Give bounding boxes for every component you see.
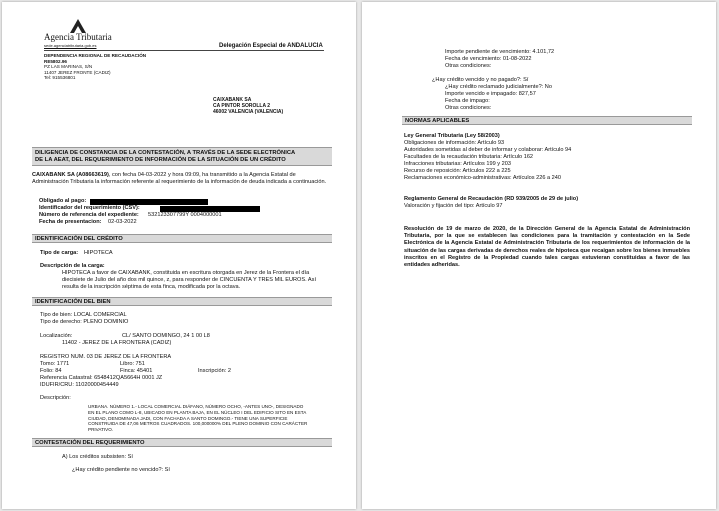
- field-label-csv: Identificador del requerimiento (CSV):: [39, 205, 140, 211]
- sender-line: RE5802.96: [44, 58, 67, 64]
- section-header-contestacion: CONTESTACIÓN DEL REQUERIMIENTO: [32, 438, 332, 447]
- tipo-carga-value: HIPOTECA: [84, 250, 113, 256]
- tipo-derecho: Tipo de derecho: PLENO DOMINIO: [40, 319, 129, 325]
- localizacion-label: Localización:: [40, 333, 73, 339]
- localizacion-line2: 11402 - JEREZ DE LA FRONTERA (CADIZ): [62, 340, 172, 346]
- redacted-csv: [160, 206, 260, 212]
- document-page-2: [362, 2, 716, 509]
- tipo-bien: Tipo de bien: LOCAL COMERCIAL: [40, 312, 127, 318]
- localizacion-line1: CL/ SANTO DOMINGO, 24 1 00 L8: [122, 333, 210, 339]
- intro-company: CAIXABANK SA (A08663619): [32, 172, 109, 178]
- delegacion-heading: Delegación Especial de ANDALUCIA: [219, 43, 323, 49]
- sender-line: PZ LAS MARINAS, S/N: [44, 64, 93, 69]
- ley-line: Facultades de la recaudación tributaria: Artículo 162: [404, 154, 534, 160]
- section-header-credito: IDENTIFICACIÓN DEL CRÉDITO: [32, 234, 332, 243]
- importe-vencido: Importe vencido e impagado: 827,57: [445, 91, 536, 97]
- section-header-normas: NORMAS APLICABLES: [402, 116, 692, 125]
- sender-line: Tel: 915536801: [44, 75, 76, 80]
- ley-line: Recurso de reposición: Artículos 222 a 225: [404, 168, 511, 174]
- importe-pendiente: Importe pendiente de vencimiento: 4.101,72: [445, 49, 555, 55]
- field-value-fecha: 02-03-2022: [108, 219, 137, 225]
- folio: Folio: 84: [40, 368, 62, 374]
- document-title-line: DILIGENCIA DE CONSTANCIA DE LA CONTESTACIÓN, A TRAVÉS DE LA SEDE ELECTRÓNICA: [35, 150, 296, 156]
- fecha-vencimiento: Fecha de vencimiento: 01-08-2022: [445, 56, 532, 62]
- ley-line: Obligaciones de información: Artículo 93: [404, 140, 505, 146]
- redacted-obligado: [90, 199, 208, 205]
- intro-paragraph: [32, 172, 328, 186]
- otras-condiciones-2: Otras condiciones:: [445, 105, 492, 111]
- pendiente-no-vencido: ¿Hay crédito pendiente no vencido?: Sí: [72, 467, 170, 473]
- ley-line: Infracciones tributarias: Artículos 199 y 203: [404, 161, 511, 167]
- recipient-line: CA PINTOR SOROLLA 2: [213, 103, 271, 109]
- inscripcion: Inscripción: 2: [198, 368, 231, 374]
- libro: Libro: 751: [120, 361, 145, 367]
- resolucion-paragraph: Resolución de 19 de marzo de 2020, de la Dirección General de la Agencia Estatal de Administración Tributaria, por la que se establecen las condiciones para la tramitación y contestación en la Sede Electrónica de la Agencia Estatal de Administración Tributaria de los requerimientos de información de la situación de las cargas derivadas de derechos reales de hipoteca que recaigan sobre los bienes inmuebles inscritos en el Registro de la Propiedad cuando tales cargas estuvieran constituidas a favor de las entidades adheridas.: [404, 226, 690, 269]
- fecha-impago: Fecha de impago:: [445, 98, 490, 104]
- reglamento-title: Reglamento General de Recaudación (RD 939/2005 de 29 de julio): [404, 196, 579, 202]
- tipo-carga-label: Tipo de carga:: [40, 250, 79, 256]
- logo-text: Agencia Tributaria: [44, 32, 112, 42]
- desc-carga-text: HIPOTECA a favor de CAIXABANK, constituida en escritura otorgada en Jerez de la Frontera el día diecisiete de Julio del año dos mil quince, z, para responder de CINCUENTA Y TRES MIL EUROS. Así resulta de la inscripción séptima de esta finca, modificada por la octava.: [62, 270, 317, 290]
- ley-line: Autoridades sometidas al deber de informar y colaborar: Artículo 94: [404, 147, 572, 153]
- sender-line: DEPENDENCIA REGIONAL DE RECAUDACIÓN: [44, 53, 147, 58]
- reclamado-judicialmente: ¿Hay crédito reclamado judicialmente?: No: [445, 84, 552, 90]
- sender-line: 11407 JEREZ FRONTE (CADIZ): [44, 69, 111, 75]
- recipient-line: 46002 VALENCIA (VALENCIA): [213, 109, 284, 115]
- reglamento-line: Valoración y fijación del tipo: Artículo 97: [404, 203, 503, 209]
- desc-carga-label: Descripción de la carga:: [40, 263, 105, 269]
- finca: Finca: 45401: [120, 368, 153, 374]
- header-rule: [44, 50, 324, 51]
- field-value-expediente: 532123307799Y 0004000001: [148, 212, 222, 218]
- registro: REGISTRO NUM. 03 DE JEREZ DE LA FRONTERA: [40, 354, 172, 360]
- vencido-no-pagado: ¿Hay crédito vencido y no pagado?: Sí: [432, 77, 529, 83]
- tomo: Tomo: 1771: [40, 361, 70, 367]
- document-title-line: DE LA AEAT, DEL REQUERIMIENTO DE INFORMACIÓN DE LA SITUACIÓN DE UN CRÉDITO: [35, 157, 286, 163]
- descripcion-label: Descripción:: [40, 395, 71, 401]
- title-banner: [32, 147, 332, 166]
- creditos-subsisten: A) Los créditos subsisten: Sí: [62, 454, 133, 460]
- logo-url: sede.agenciatributaria.gob.es: [44, 43, 97, 48]
- otras-condiciones: Otras condiciones:: [445, 63, 492, 69]
- document-page-1: [2, 2, 356, 509]
- recipient-line: CAIXABANK SA: [213, 97, 252, 103]
- referencia-catastral: Referencia Catastral: 6548412QA5664H 0001 JZ: [40, 375, 163, 381]
- descripcion-text: URBANA. NÚMERO 1.- LOCAL COMERCIAL DIÁFANO, NÚMERO OCHO, -ANTES UNO-, DESIGNADO EN EL PLANO COMO L-8, UBICADO EN PLANTA BAJA, EN EL NÚCLEO I DEL EDIFICIO SITO EN ESTA CIUDAD, DENOMINADA JADI, CON FACHADA A SANTO DOMINGO.- TIENE UNA SUPERFICIE CONSTRUIDA DE 47,06 METROS CUADRADOS. 100,000000% DEL PLENO DOMINIO CON CARÁCTER PRIVATIVO.: [88, 404, 308, 433]
- intro-text: , con fecha 04-03-2022 y hora 09:09, ha transmitido a la Agencia Estatal de Administración Tributaria la información referente al requerimiento de la información de deuda indicada a continuación.: [32, 172, 327, 185]
- field-label-obligado: Obligado al pago:: [39, 198, 87, 204]
- field-label-expediente: Número de referencia del expediente:: [39, 212, 139, 218]
- ley-title: Ley General Tributaria (Ley 58/2003): [404, 133, 500, 139]
- ley-line: Reclamaciones económico-administrativas: Artículos 226 a 240: [404, 175, 562, 181]
- field-label-fecha: Fecha de presentacion:: [39, 219, 102, 225]
- section-header-bien: IDENTIFICACIÓN DEL BIEN: [32, 297, 332, 306]
- idufir: IDUFIR/CRU: 11020000454449: [40, 382, 119, 388]
